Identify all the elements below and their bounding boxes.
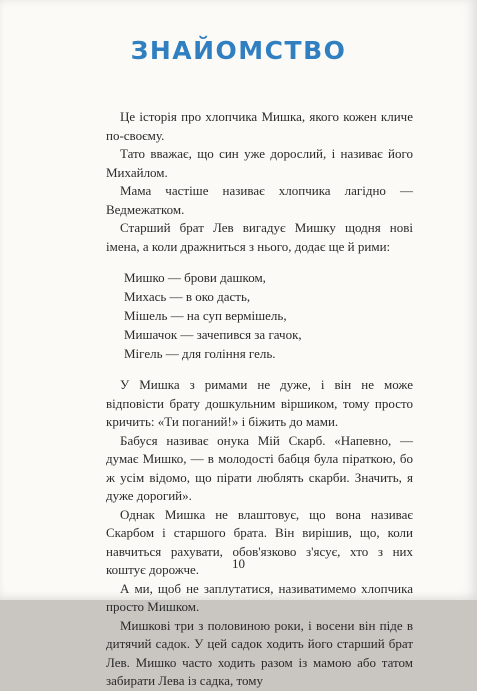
paragraph: Бабуся називає онука Мій Скарб. «Напевно, — думає Мишко, — в молодості бабця була піраткою, бо ж усім відомо, що пірати люблять скарби. Значить, я дуже дорогий». xyxy=(106,432,413,503)
poem-line: Мігель — для гоління гель. xyxy=(124,346,276,361)
paragraph: Це історія про хлопчика Мишка, якого кожен кличе по-своєму. xyxy=(106,109,413,143)
paragraph: Мама частіше називає хлопчика лагідно — Ведмежатком. xyxy=(106,183,413,217)
poem-line: Мишко — брови дашком, xyxy=(124,270,266,285)
paragraph: Тато вважає, що син уже дорослий, і називає його Михайлом. xyxy=(106,146,413,180)
poem-line: Михась — в око дасть, xyxy=(124,289,251,304)
page-number: 10 xyxy=(232,556,245,571)
chapter-title: ЗНАЙОМСТВО xyxy=(130,36,347,65)
paragraph: У Мишка з римами не дуже, і він не може відповісти брату дошкульним віршиком, тому просто кричить: «Ти поганий!» і біжить до мами. xyxy=(106,377,413,429)
poem-line: Мишачок — зачепився за гачок, xyxy=(124,327,302,342)
paragraph: Мишкові три з половиною роки, і восени він піде в дитячий садок. У цей садок ходить його старший брат Лев. Мишко часто ходить разом із мамою або татом забирати Лева із садка, тому xyxy=(106,617,413,688)
poem-line: Мішель — на суп вермішель, xyxy=(124,308,287,323)
rhyme-poem xyxy=(124,268,413,363)
chapter-text xyxy=(106,108,413,691)
paragraph: Однак Мишка не влаштовує, що вона називає Скарбом і старшого брата. Він вирішив, що, коли навчиться рахувати, обов'язково з'ясує, хто з них коштує дорожче. xyxy=(106,506,413,577)
paragraph: Старший брат Лев вигадує Мишку щодня нові імена, а коли дражниться з нього, додає ще й рими: xyxy=(106,220,413,254)
paragraph: А ми, щоб не заплутатися, називатимемо хлопчика просто Мишком. xyxy=(106,580,413,614)
